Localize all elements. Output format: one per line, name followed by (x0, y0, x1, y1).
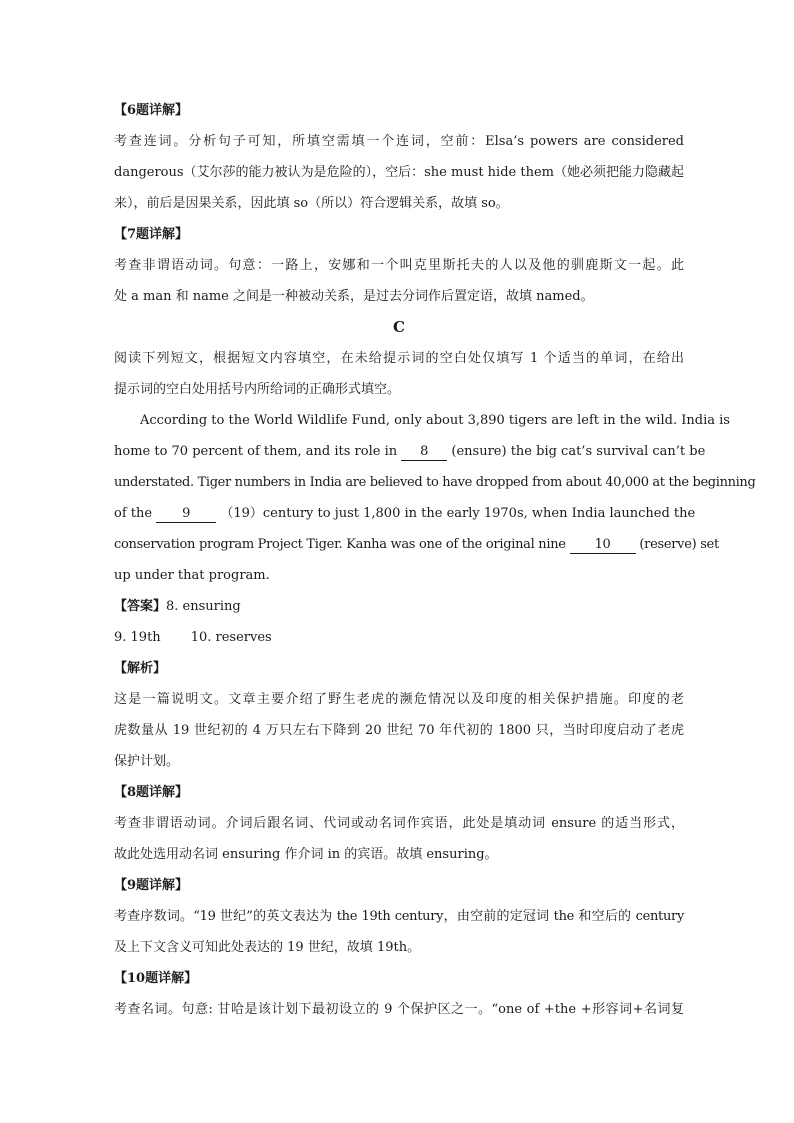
passage-text: （19）century to just 1,800 in the early 1970s, when India launched the (220, 506, 696, 521)
instruction-line-1: 阅读下列短文，根据短文内容填空，在未给提示词的空白处仅填写 1 个适当的单词，在给出 (114, 351, 684, 366)
passage-text: conservation program Project Tiger. Kanha was one of the original nine (114, 537, 566, 552)
answer-10: 10. reserves (190, 630, 272, 645)
analysis-line-3: 保护计划。 (114, 754, 180, 769)
q8-heading: 【8题详解】 (114, 785, 189, 800)
passage-line-4 (114, 498, 696, 529)
answer-line (114, 591, 684, 622)
analysis-heading: 【解析】 (114, 661, 167, 676)
passage-line-3: understated. Tiger numbers in India are believed to have dropped from about 40,000 at the beginning (114, 475, 756, 490)
blank-9: 9 (156, 506, 216, 523)
passage-line-5 (114, 529, 719, 560)
passage-line-6: up under that program. (114, 568, 270, 583)
q9-explanation-line-2: 及上下文含义可知此处表达的 19 世纪，故填 19th。 (114, 940, 421, 955)
answer-line-2 (114, 622, 684, 653)
document-page (114, 95, 756, 1025)
passage-text: of the (114, 506, 153, 521)
q8-explanation-line-1: 考查非谓语动词。介词后跟名词、代词或动名词作宾语，此处是填动词 ensure 的适当形式， (114, 816, 684, 831)
q9-explanation-line-1: 考查序数词。“19 世纪”的英文表达为 the 19th century，由空前的定冠词 the 和空后的 century (114, 909, 684, 924)
q6-heading: 【6题详解】 (114, 103, 189, 118)
q6-explanation-line-2: dangerous（艾尔莎的能力被认为是危险的），空后：she must hide them（她必须把能力隐藏起 (114, 165, 684, 180)
analysis-line-2: 虎数量从 19 世纪初的 4 万只左右下降到 20 世纪 70 年代初的 1800 只，当时印度启动了老虎 (114, 723, 684, 738)
q6-explanation-line-1: 考查连词。分析句子可知，所填空需填一个连词，空前：Elsa’s powers are considered (114, 134, 684, 149)
passage-text: home to 70 percent of them, and its role in (114, 444, 398, 459)
q7-heading: 【7题详解】 (114, 227, 189, 242)
blank-10: 10 (570, 537, 636, 554)
answer-9: 9. 19th (114, 630, 161, 645)
q10-explanation-line-1: 考查名词。句意: 甘哈是该计划下最初设立的 9 个保护区之一。“one of +the +形容词+名词复 (114, 1002, 684, 1017)
q7-explanation-line-1: 考查非谓语动词。句意：一路上，安娜和一个叫克里斯托夫的人以及他的驯鹿斯文一起。此 (114, 258, 684, 273)
answer-label: 【答案】 (114, 599, 167, 614)
blank-8: 8 (401, 444, 447, 461)
q8-explanation-line-2: 故此处选用动名词 ensuring 作介词 in 的宾语。故填 ensuring。 (114, 847, 498, 862)
passage-text: (ensure) the big cat’s survival can’t be (451, 444, 706, 459)
passage-line-2 (114, 436, 706, 467)
q9-heading: 【9题详解】 (114, 878, 189, 893)
answer-8: 8. ensuring (166, 599, 241, 614)
q6-explanation-line-3: 来），前后是因果关系，因此填 so（所以）符合逻辑关系，故填 so。 (114, 196, 509, 211)
q10-heading: 【10题详解】 (114, 971, 198, 986)
instruction-line-2: 提示词的空白处用括号内所给词的正确形式填空。 (114, 382, 401, 397)
section-heading-c: C (393, 318, 405, 336)
passage-text: (reserve) set (639, 537, 719, 552)
q7-explanation-line-2: 处 a man 和 name 之间是一种被动关系，是过去分词作后置定语，故填 named。 (114, 289, 594, 304)
analysis-line-1: 这是一篇说明文。文章主要介绍了野生老虎的濒危情况以及印度的相关保护措施。印度的老 (114, 692, 684, 707)
passage-line-1: According to the World Wildlife Fund, only about 3,890 tigers are left in the wild. India is (140, 413, 730, 428)
